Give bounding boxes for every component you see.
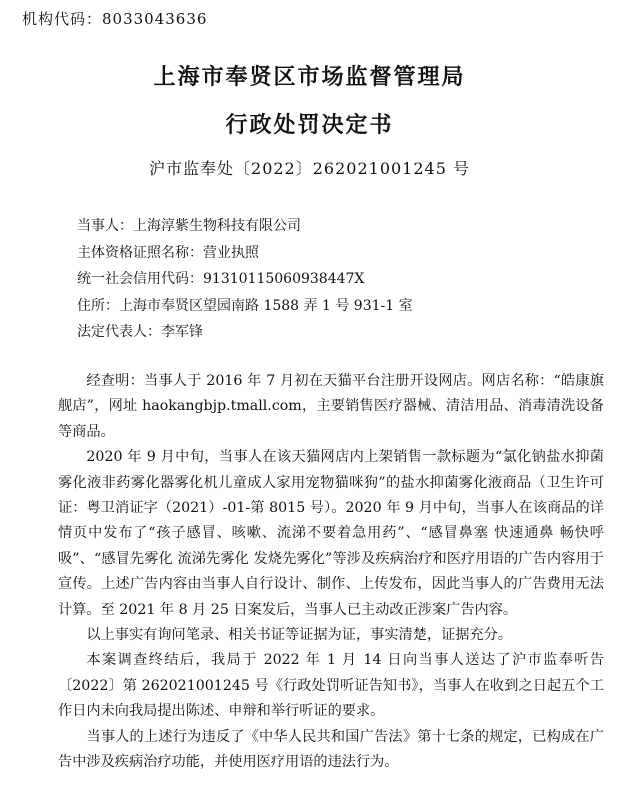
document-type-title: 行政处罚决定书 (225, 113, 394, 138)
paragraph-findings: 经查明：当事人于 2016 年 7 月初在天猫平台注册开设网店。网店名称：“皓康旗舰店”，网址 haokangbjp.tmall.com，主要销售医疗器械、清洁用品、消毒清洗设备等商品。 (58, 373, 604, 440)
party-legal-representative: 法定代表人：李军锋 (77, 324, 203, 340)
paragraph-violation-details: 2020 年 9 月中旬，当事人在该天猫网店内上架销售一款标题为“氯化钠盐水抑菌雾化液非药雾化器雾化机儿童成人家用宠物猫咪狗”的盐水抑菌雾化液商品（卫生许可证：粤卫消证字（2021）-01-第 8015 号）。2020 年 9 月中旬，当事人在该商品的详情页中发布了“孩子感冒、咳嗽、流涕不要着急用药”、“感冒鼻塞 快速通鼻 畅快呼吸”、“感冒先雾化 流涕先雾化 发烧先雾化”等涉及疾病治疗和医疗用语的广告内容用于宣传。上述广告内容由当事人自行设计、制作、上传发布，因此当事人的广告费用无法计算。至 2021 年 8 月 25 日案发后，当事人已主动改正涉案广告内容。 (58, 449, 604, 618)
party-address: 住所：上海市奉贤区望园南路 1588 弄 1 号 931-1 室 (77, 297, 413, 314)
decision-body (58, 369, 604, 776)
paragraph-hearing-notice: 本案调查终结后，我局于 2022 年 1 月 14 日向当事人送达了沪市监奉听告〔2022〕第 262021001245 号《行政处罚听证告知书》，当事人在收到之日起五个工作日内未向我局提出陈述、申辩和举行听证的要求。 (58, 652, 604, 720)
document-number: 沪市监奉处〔2022〕262021001245 号 (149, 159, 470, 178)
issuing-authority-title: 上海市奉贤区市场监督管理局 (153, 65, 466, 90)
party-qualification: 主体资格证照名称：营业执照 (77, 244, 259, 261)
paragraph-evidence: 以上事实有询问笔录、相关书证等证据为证，事实清楚，证据充分。 (86, 627, 513, 644)
party-info (77, 213, 413, 346)
party-name: 当事人：上海淳紫生物科技有限公司 (77, 218, 301, 234)
org-code: 机构代码：8033043636 (22, 10, 208, 28)
party-credit-code: 统一社会信用代码：91310115060938447X (77, 271, 365, 287)
paragraph-legal-basis: 当事人的上述行为违反了《中华人民共和国广告法》第十七条的规定，已构成在广告中涉及疾病治疗功能，并使用医疗用语的违法行为。 (58, 728, 604, 771)
